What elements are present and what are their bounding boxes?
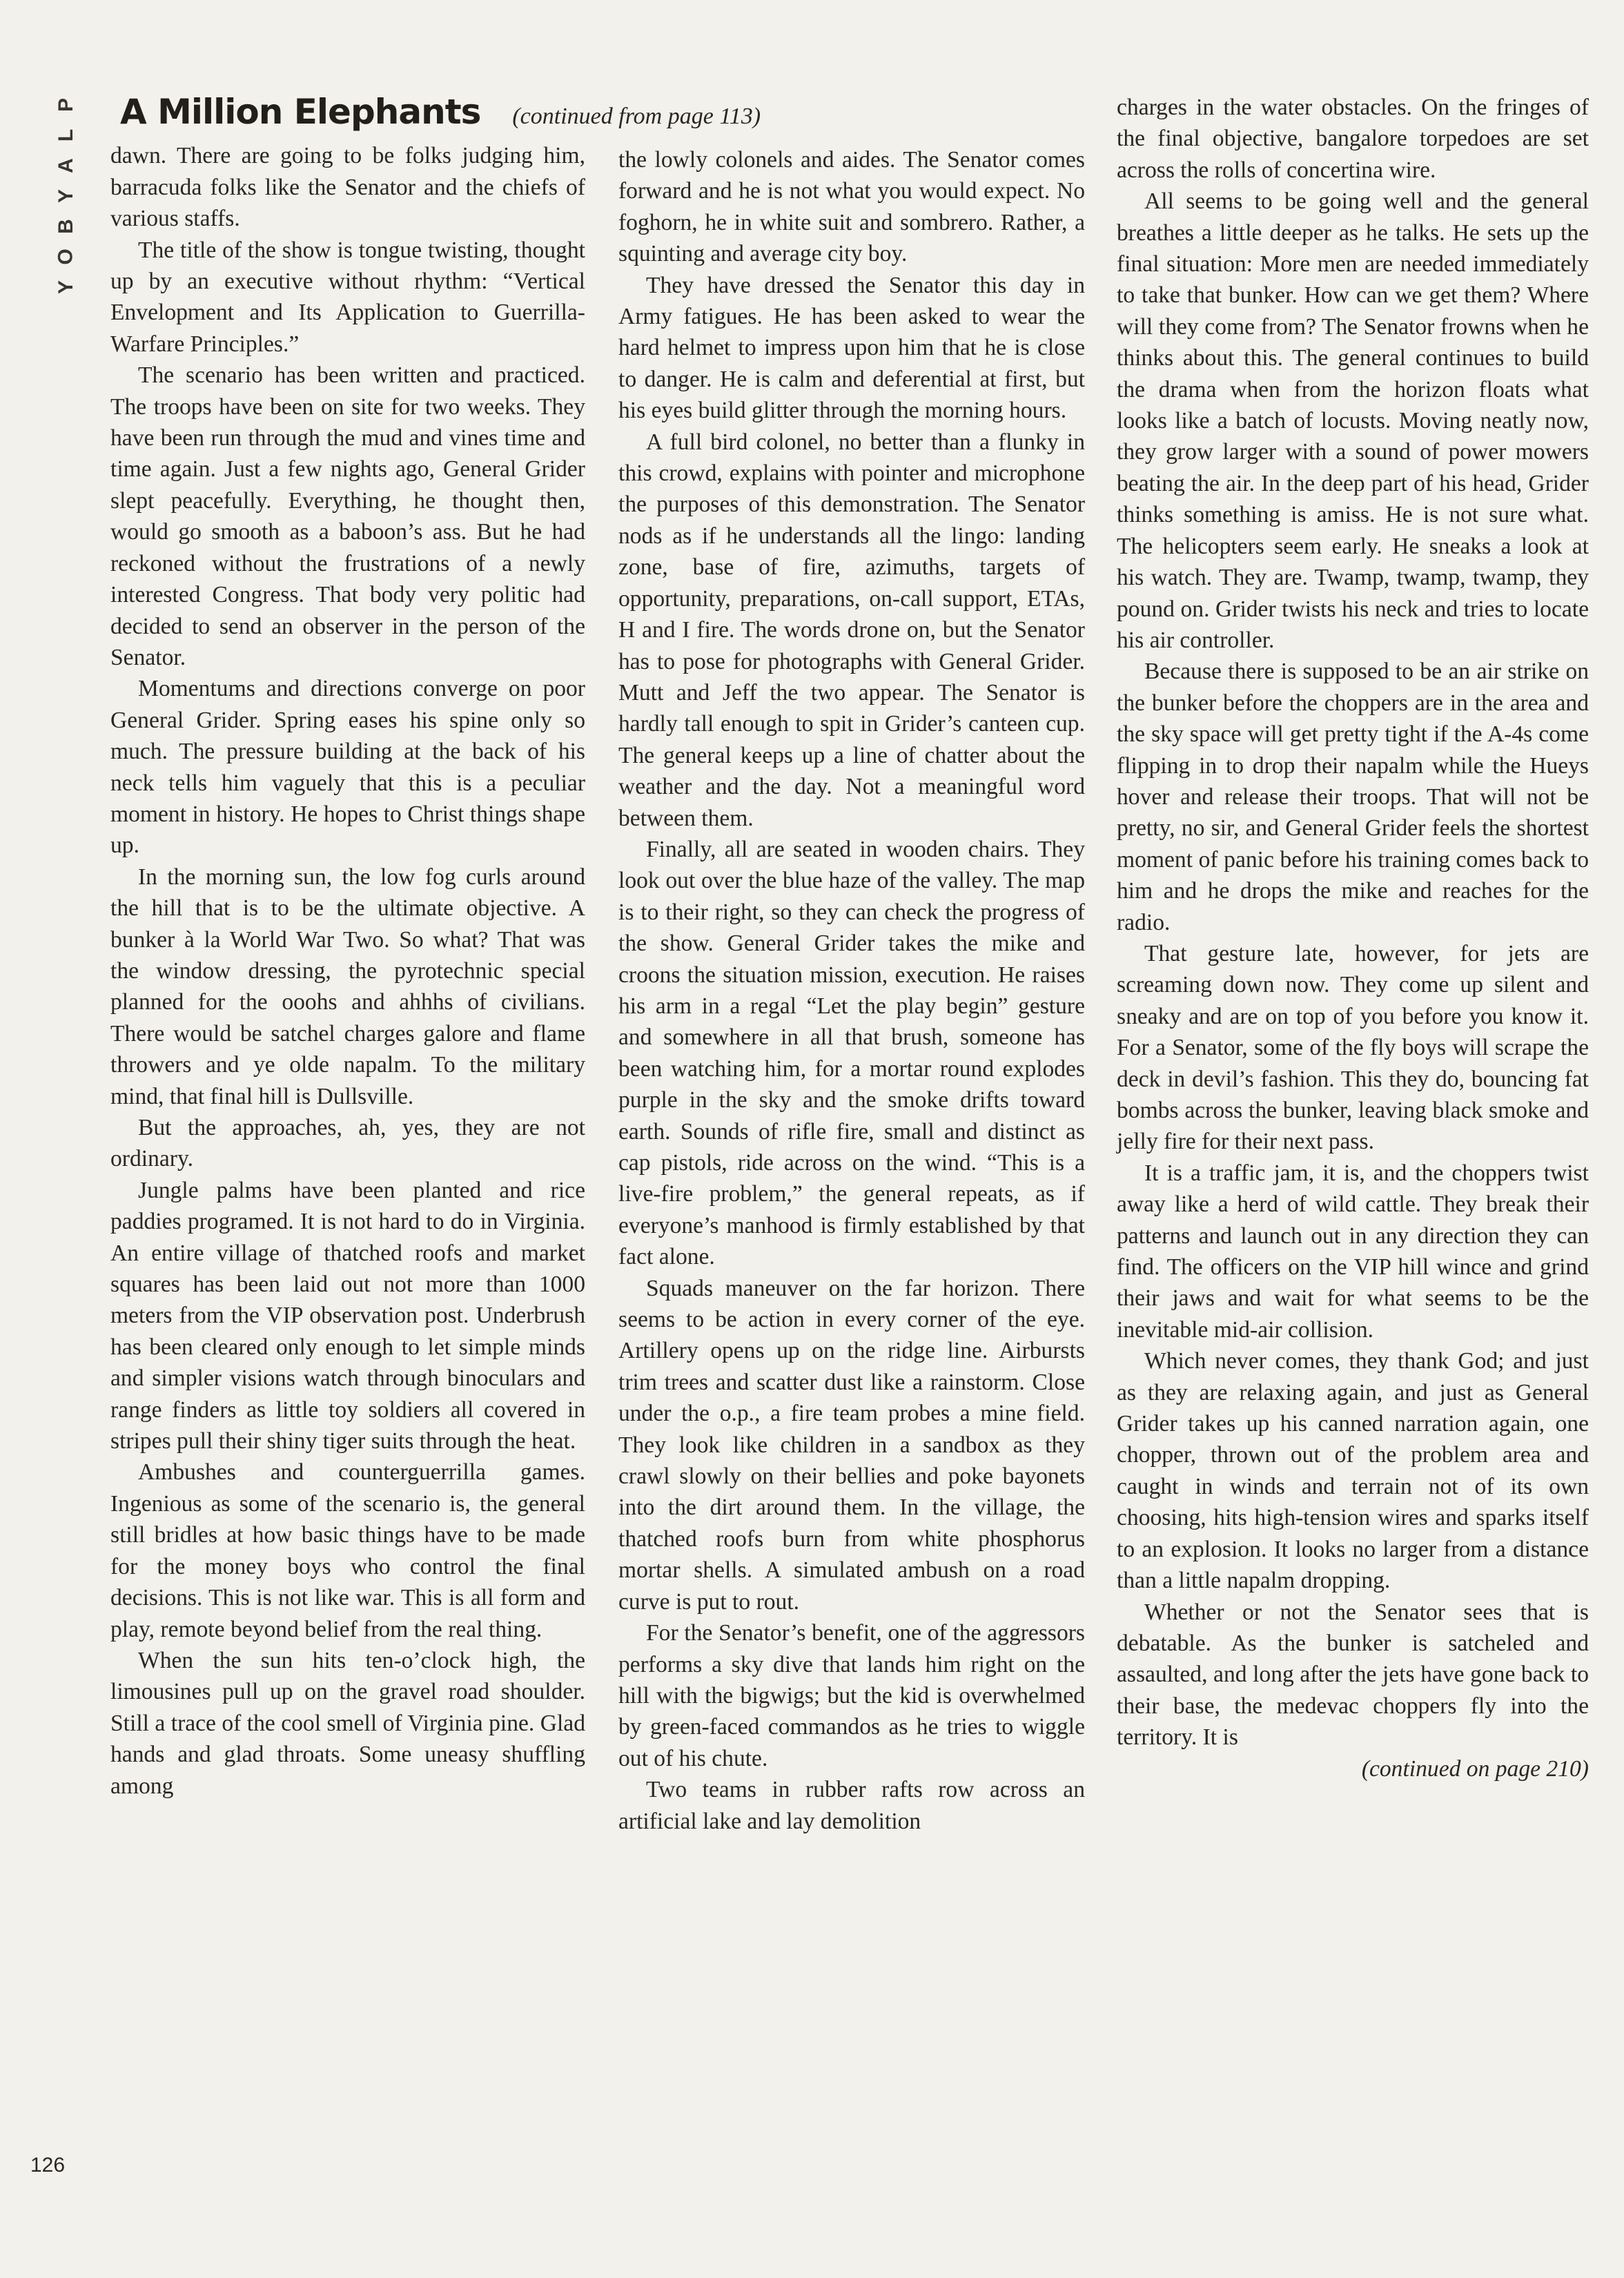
page-number: 126	[30, 2154, 66, 2177]
masthead-vertical	[52, 90, 80, 302]
paragraph: The scenario has been written and practiced. The troops have been on site for two weeks. They have been run through the mud and vines time and time again. Just a few nights ago, General Grider slept peacefully. Everything, he thought then, would go smooth as a baboon’s ass. But he had reckoned without the frustrations of a newly interested Congress. That body very politic had decided to send an observer in the person of the Senator.	[110, 362, 585, 670]
masthead-letter: B	[54, 219, 77, 234]
paragraph: All seems to be going well and the general breathes a little deeper as he talks. He sets up the final situation: More men are needed immediately to take that bunker. How can we get them? Where will they come from? The Senator frowns when he thinks about this. The general continues to build the drama when from the horizon floats what looks like a batch of locusts. Moving neatly now, they grow larger with a sound of power mowers beating the air. In the deep part of his head, Grider thinks something is amiss. He is not sure what. The helicopters seem early. He sneaks a look at his watch. They are. Twamp, twamp, twamp, they pound on. Grider twists his neck and tries to locate his air controller.	[1117, 188, 1589, 653]
text-column-1	[110, 92, 761, 1802]
paragraph: Squads maneuver on the far horizon. There seems to be action in every corner of the eye. Artillery opens up on the ridge line. Airbursts trim trees and scatter dust like a rainstorm. Close under the o.p., a fire team probes a mine field. They look like children in a sandbox as they crawl slowly on their bellies and poke bayonets into the dirt around them. In the village, the thatched roofs burn from white phosphorus mortar shells. A simulated ambush on a road curve is put to rout.	[618, 1275, 1085, 1615]
text-column-3	[1117, 92, 1589, 1784]
paragraph: dawn. There are going to be folks judging him, barracuda folks like the Senator and the chiefs of various staffs.	[110, 143, 585, 232]
paragraph: The title of the show is tongue twisting, thought up by an executive without rhythm: “Vertical Envelopment and Its Application to Guerrilla-Warfare Principles.”	[110, 237, 585, 357]
continued-on-note: (continued on page 210)	[1361, 1755, 1589, 1782]
paragraph: Finally, all are seated in wooden chairs. They look out over the blue haze of the valley. The map is to their right, so they can check the progress of the show. General Grider takes the mike and croons the situation mission, execution. He raises his arm in a regal “Let the play begin” gesture and somewhere in all that brush, someone has been watching him, for a mortar round explodes purple in the sky and the smoke drifts toward earth. Sounds of rifle fire, small and distinct as cap pistols, ride across on the wind. “This is a live-fire problem,” the general repeats, as if everyone’s manhood is firmly established by that fact alone.	[618, 836, 1085, 1270]
article-headline: A Million Elephants	[120, 92, 481, 132]
headline-row	[120, 92, 761, 132]
paragraph: charges in the water obstacles. On the fringes of the final objective, bangalore torpedoes are set across the rolls of concertina wire.	[1117, 95, 1589, 183]
paragraph: For the Senator’s benefit, one of the aggressors performs a sky dive that lands him right on the hill with the bigwigs; but the kid is overwhelmed by green-faced commandos as he tries to wiggle out of his chute.	[618, 1620, 1085, 1771]
masthead-letter: O	[55, 249, 77, 265]
masthead-letter: A	[54, 158, 77, 173]
paragraph: Ambushes and counterguerrilla games. Ingenious as some of the scenario is, the general still bridles at how basic things have to be made for the money boys who control the final decisions. This is not like war. This is all form and play, remote beyond belief from the real thing.	[110, 1459, 585, 1642]
paragraph: Whether or not the Senator sees that is debatable. As the bunker is satcheled and assaulted, and long after the jets have gone back to their base, the medevac choppers fly into the territory. It is	[1117, 1599, 1589, 1751]
masthead-letter: L	[54, 128, 77, 142]
paragraph: It is a traffic jam, it is, and the choppers twist away like a herd of wild cattle. They break their patterns and launch out in any direction they can find. The officers on the VIP hill wince and grind their jaws and wait for what seems to be the inevitable mid-air collision.	[1117, 1160, 1589, 1343]
masthead-letter: Y	[54, 280, 77, 295]
paragraph: Because there is supposed to be an air strike on the bunker before the choppers are in the area and the sky space will get pretty tight if the A-4s come flipping in to drop their napalm while the Hueys hover and release their troops. That will not be pretty, no sir, and General Grider feels the shortest moment of panic before his training comes back to him and he drops the mike and reaches for the radio.	[1117, 659, 1589, 935]
paragraph: When the sun hits ten-o’clock high, the limousines pull up on the gravel road shoulder. Still a trace of the cool smell of Virginia pine. Glad hands and glad throats. Some uneasy shuffling among	[110, 1647, 585, 1799]
continued-from-note: (continued from page 113)	[512, 104, 761, 129]
paragraph: Which never comes, they thank God; and just as they are relaxing again, and just as General Grider takes up his canned narration again, one chopper, thrown out of the problem area and caught in winds and terrain not of its own choosing, hits high-tension wires and sparks itself to an explosion. It looks no larger from a distance than a little napalm dropping.	[1117, 1348, 1589, 1594]
paragraph: the lowly colonels and aides. The Senator comes forward and he is not what you would expect. No foghorn, he in white suit and sombrero. Rather, a squinting and average city boy.	[618, 147, 1085, 267]
paragraph: That gesture late, however, for jets are screaming down now. They come up silent and sneaky and are on top of you before you know it. For a Senator, some of the fly boys will scrape the deck in devil’s fashion. This they do, bouncing fat bombs across the bunker, leaving black smoke and jelly fire for their next pass.	[1117, 940, 1589, 1155]
paragraph: Jungle palms have been planted and rice paddies programed. It is not hard to do in Virginia. An entire village of thatched roofs and market squares has been laid out not more than 1000 meters from the VIP observation post. Underbrush has been cleared only enough to let simple minds and simpler visions watch through binoculars and range finders as little toy soldiers all covered in stripes pull their shiny tiger suits through the heat.	[110, 1177, 585, 1454]
text-column-2	[618, 144, 1085, 1837]
paragraph: A full bird colonel, no better than a flunky in this crowd, explains with pointer and microphone the purposes of this demonstration. The Senator nods as if he understands all the lingo: landing zone, base of fire, azimuths, targets of opportunity, preparations, on-call support, ETAs, H and I fire. The words drone on, but the Senator has to pose for photographs with General Grider. Mutt and Jeff the two appear. The Senator is hardly tall enough to spit in Grider’s canteen cup. The general keeps up a line of chatter about the weather and the day. Not a meaningful word between them.	[618, 429, 1085, 831]
masthead-letter: P	[54, 97, 77, 113]
paragraph: Momentums and directions converge on poor General Grider. Spring eases his spine only so much. The pressure building at the back of his neck tells him vaguely that this is a peculiar moment in history. He hopes to Christ things shape up.	[110, 676, 585, 859]
paragraph: In the morning sun, the low fog curls around the hill that is to be the ultimate objective. A bunker à la World War Two. So what? That was the window dressing, the pyrotechnic special planned for the ooohs and ahhhs of civilians. There would be satchel charges galore and flame throwers and ye olde napalm. To the military mind, that final hill is Dullsville.	[110, 864, 585, 1109]
paragraph: They have dressed the Senator this day in Army fatigues. He has been asked to wear the hard helmet to impress upon him that he is close to danger. He is calm and deferential at first, but his eyes build glitter through the morning hours.	[618, 272, 1085, 424]
paragraph: But the approaches, ah, yes, they are not ordinary.	[110, 1115, 585, 1172]
paragraph: Two teams in rubber rafts row across an artificial lake and lay demolition	[618, 1777, 1085, 1834]
masthead-letter: Y	[54, 188, 77, 204]
